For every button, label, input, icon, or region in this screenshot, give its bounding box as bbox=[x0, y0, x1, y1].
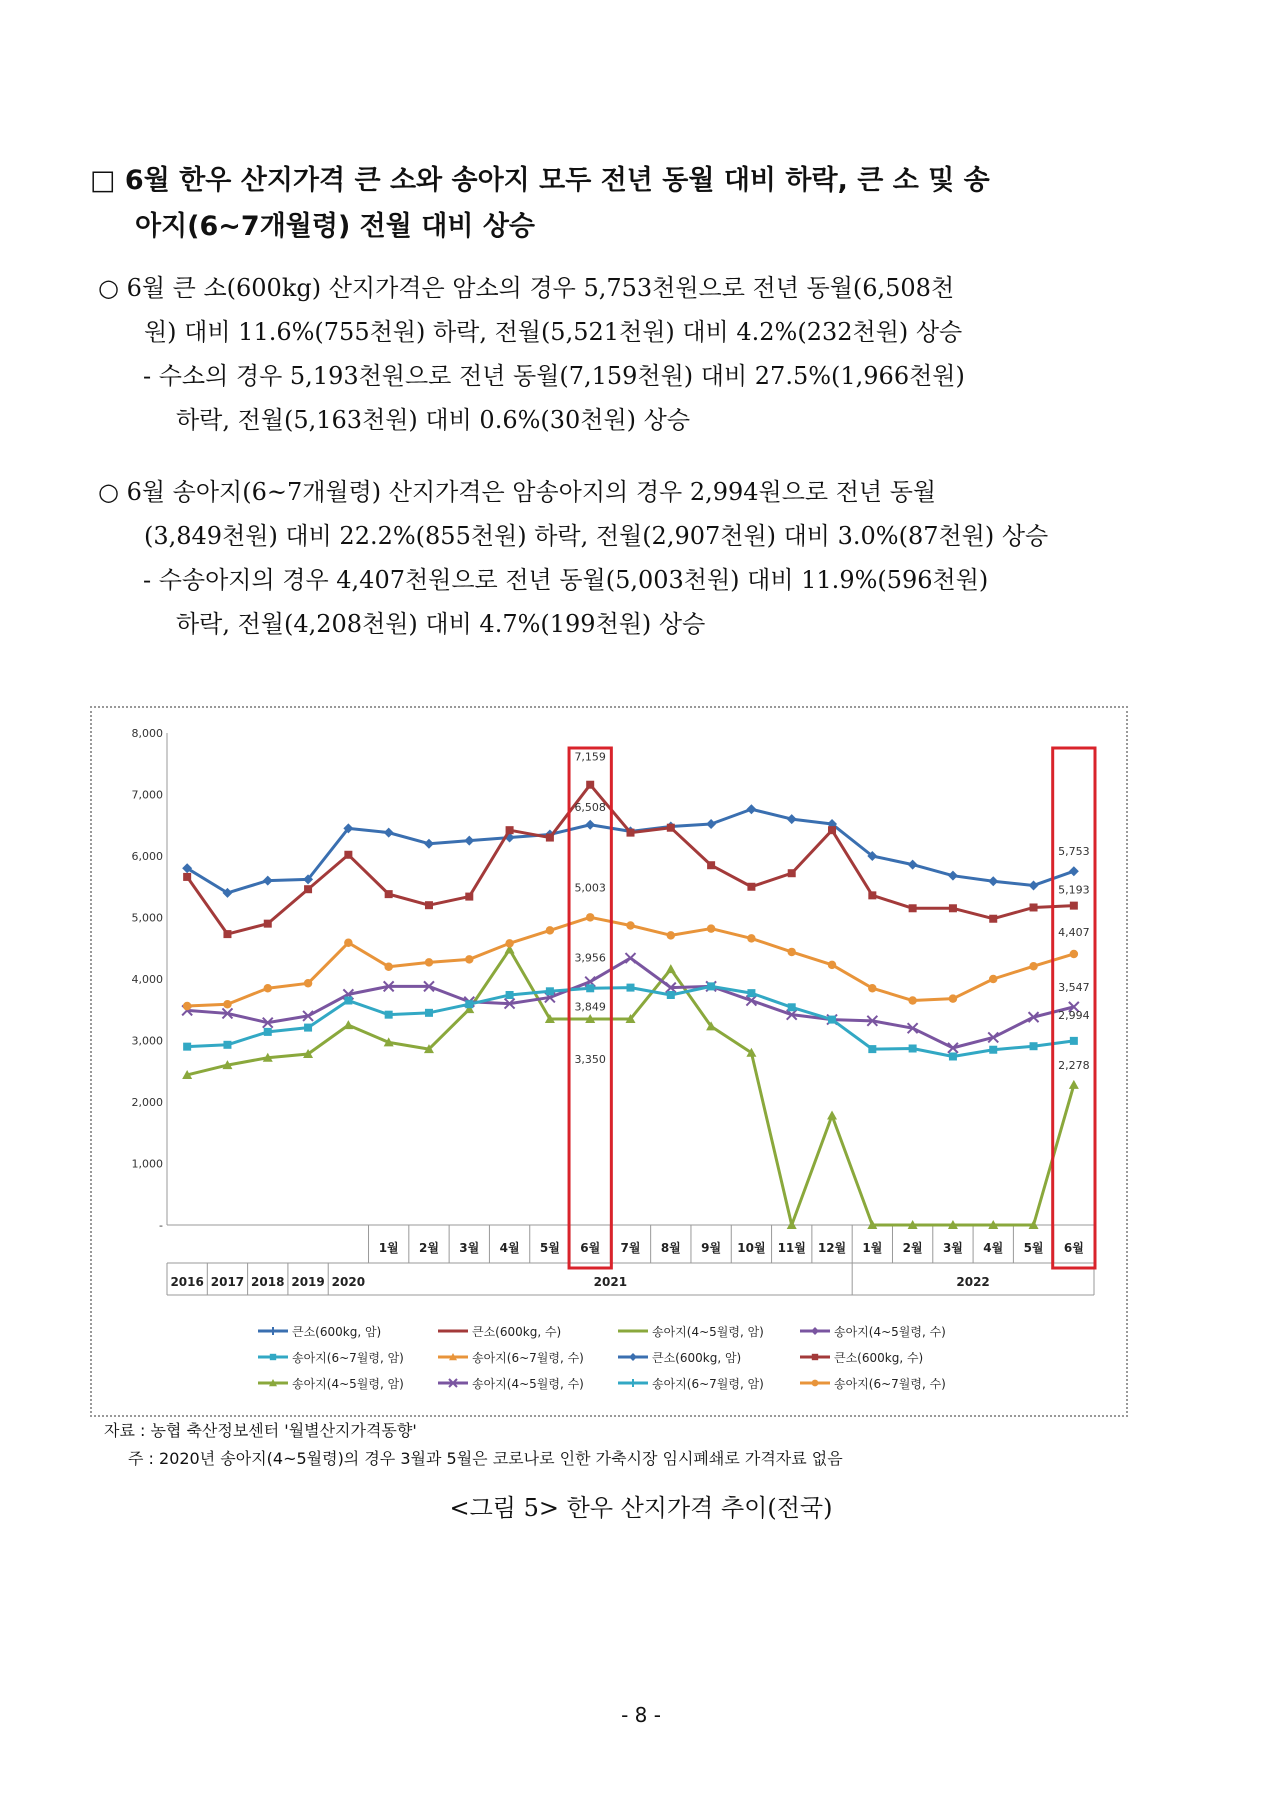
data-point bbox=[304, 1024, 312, 1032]
data-point bbox=[385, 890, 393, 898]
data-point bbox=[344, 997, 352, 1005]
legend-marker bbox=[812, 1380, 819, 1387]
data-point bbox=[183, 873, 191, 881]
x-tick-label: 2020 bbox=[331, 1275, 366, 1289]
data-point bbox=[989, 975, 998, 984]
data-point bbox=[385, 1011, 393, 1019]
y-tick-label: 1,000 bbox=[131, 1157, 163, 1171]
legend-label: 큰소(600kg, 수) bbox=[834, 1351, 924, 1365]
data-point bbox=[1030, 903, 1038, 911]
data-point bbox=[1029, 962, 1038, 971]
x-tick-label: 12월 bbox=[817, 1241, 847, 1255]
legend-label: 송아지(6~7월령, 암) bbox=[292, 1351, 404, 1365]
source-note: 자료 : 농협 축산정보센터 '월별산지가격동향' bbox=[104, 1421, 417, 1440]
data-point bbox=[1069, 1080, 1079, 1089]
data-point bbox=[546, 834, 554, 842]
data-point bbox=[464, 836, 474, 846]
data-point bbox=[827, 1111, 837, 1120]
data-point bbox=[788, 869, 796, 877]
x-tick-label: 10월 bbox=[737, 1241, 766, 1255]
legend-marker bbox=[270, 1354, 276, 1360]
data-label: 5,193 bbox=[1058, 883, 1090, 897]
legend-label: 송아지(4~5월령, 암) bbox=[292, 1377, 404, 1391]
para1-line-1: ○ 6월 큰 소(600kg) 산지가격은 암소의 경우 5,753천원으로 전년 동월(6,508천 bbox=[98, 274, 955, 302]
data-point bbox=[666, 964, 676, 973]
data-point bbox=[667, 991, 675, 999]
x-tick-label: 2018 bbox=[251, 1275, 285, 1289]
data-label: 3,547 bbox=[1058, 980, 1090, 994]
legend-marker bbox=[812, 1354, 818, 1360]
data-point bbox=[183, 1043, 191, 1051]
x-group-label: 2021 bbox=[593, 1275, 628, 1289]
footnote: 주 : 2020년 송아지(4~5월령)의 경우 3월과 5월은 코로나로 인한 가축시장 임시폐쇄로 가격자료 없음 bbox=[128, 1449, 843, 1468]
para1-sub-2: 하락, 전월(5,163천원) 대비 0.6%(30천원) 상승 bbox=[176, 406, 691, 434]
x-tick-label: 6월 bbox=[580, 1241, 601, 1255]
data-point bbox=[788, 1003, 796, 1011]
data-point bbox=[707, 982, 715, 990]
y-tick-label: 5,000 bbox=[131, 911, 163, 925]
data-point bbox=[424, 839, 434, 849]
para2-sub-2: 하락, 전월(4,208천원) 대비 4.7%(199천원) 상승 bbox=[176, 610, 706, 638]
data-point bbox=[384, 962, 393, 971]
legend-label: 큰소(600kg, 암) bbox=[652, 1351, 742, 1365]
data-label: 2,278 bbox=[1058, 1058, 1090, 1072]
data-point bbox=[868, 984, 877, 993]
data-point bbox=[506, 826, 514, 834]
y-tick-label: 4,000 bbox=[131, 973, 163, 986]
data-point bbox=[909, 904, 917, 912]
data-point bbox=[627, 829, 635, 837]
data-point bbox=[384, 828, 394, 838]
legend-marker bbox=[811, 1327, 819, 1335]
y-tick-label: 6,000 bbox=[131, 850, 163, 863]
legend-label: 큰소(600kg, 수) bbox=[472, 1325, 562, 1339]
y-tick-label: - bbox=[159, 1219, 163, 1232]
data-label: 7,159 bbox=[574, 750, 606, 764]
data-point bbox=[868, 1045, 876, 1053]
data-point bbox=[1069, 866, 1079, 876]
data-point bbox=[586, 781, 594, 789]
data-point bbox=[1070, 950, 1079, 959]
x-tick-label: 5월 bbox=[539, 1241, 560, 1255]
data-label: 6,508 bbox=[574, 800, 606, 814]
data-point bbox=[465, 1000, 473, 1008]
data-point bbox=[264, 984, 273, 993]
data-point bbox=[949, 994, 958, 1003]
data-point bbox=[586, 913, 595, 922]
data-point bbox=[546, 926, 555, 935]
data-point bbox=[425, 1009, 433, 1017]
data-point bbox=[908, 860, 918, 870]
heading-line-2: 아지(6~7개월령) 전월 대비 상승 bbox=[135, 211, 535, 242]
page-number: - 8 - bbox=[621, 1703, 661, 1727]
data-point bbox=[465, 893, 473, 901]
para1-line-2: 원) 대비 11.6%(755천원) 하락, 전월(5,521천원) 대비 4.2%(232천원) 상승 bbox=[144, 318, 963, 346]
data-point bbox=[183, 1002, 192, 1011]
data-point bbox=[747, 934, 756, 943]
data-label: 2,994 bbox=[1058, 1008, 1090, 1022]
data-point bbox=[988, 876, 998, 886]
data-point bbox=[344, 851, 352, 859]
data-point bbox=[343, 1020, 353, 1029]
data-label: 3,849 bbox=[574, 1000, 606, 1014]
data-point bbox=[626, 921, 635, 930]
data-point bbox=[425, 901, 433, 909]
data-point bbox=[828, 1016, 836, 1024]
y-tick-label: 3,000 bbox=[131, 1034, 163, 1048]
data-point bbox=[909, 1044, 917, 1052]
legend-label: 송아지(6~7월령, 수) bbox=[834, 1377, 946, 1391]
data-point bbox=[344, 938, 353, 947]
data-point bbox=[585, 820, 595, 830]
legend-marker bbox=[629, 1353, 637, 1361]
data-point bbox=[707, 861, 715, 869]
x-tick-label: 2월 bbox=[419, 1241, 439, 1255]
x-tick-label: 3월 bbox=[459, 1241, 480, 1255]
legend-label: 송아지(4~5월령, 수) bbox=[472, 1377, 584, 1391]
legend-marker bbox=[629, 1379, 637, 1387]
data-point bbox=[223, 930, 231, 938]
data-point bbox=[1029, 880, 1039, 890]
series-line bbox=[187, 917, 1074, 1006]
data-point bbox=[506, 991, 514, 999]
para1-sub-1: - 수소의 경우 5,193천원으로 전년 동월(7,159천원) 대비 27.5%(1,966천원) bbox=[143, 362, 965, 390]
x-tick-label: 1월 bbox=[862, 1241, 883, 1255]
data-point bbox=[949, 1052, 957, 1060]
legend-label: 송아지(4~5월령, 암) bbox=[652, 1325, 764, 1339]
data-point bbox=[264, 920, 272, 928]
x-group-label: 2022 bbox=[956, 1275, 990, 1289]
para2-sub-1: - 수송아지의 경우 4,407천원으로 전년 동월(5,003천원) 대비 11.9%(596천원) bbox=[143, 566, 989, 594]
legend-label: 송아지(6~7월령, 암) bbox=[652, 1377, 764, 1391]
data-point bbox=[627, 984, 635, 992]
data-label: 3,350 bbox=[574, 1052, 606, 1066]
para2-line-1: ○ 6월 송아지(6~7개월령) 산지가격은 암송아지의 경우 2,994원으로 전년 동월 bbox=[98, 478, 937, 506]
x-tick-label: 9월 bbox=[701, 1241, 722, 1255]
series-line bbox=[187, 785, 1074, 934]
data-point bbox=[787, 948, 796, 957]
data-point bbox=[948, 871, 958, 881]
legend-label: 송아지(6~7월령, 수) bbox=[472, 1351, 584, 1365]
data-point bbox=[989, 915, 997, 923]
data-point bbox=[707, 924, 716, 933]
data-point bbox=[828, 826, 836, 834]
data-point bbox=[747, 883, 755, 891]
data-point bbox=[223, 1041, 231, 1049]
data-point bbox=[304, 979, 313, 988]
x-tick-label: 8월 bbox=[660, 1241, 681, 1255]
data-point bbox=[908, 996, 917, 1005]
data-point bbox=[828, 961, 837, 970]
x-tick-label: 2019 bbox=[291, 1275, 325, 1289]
data-point bbox=[989, 1046, 997, 1054]
x-tick-label: 2016 bbox=[170, 1275, 204, 1289]
data-point bbox=[465, 955, 474, 964]
x-tick-label: 11월 bbox=[777, 1241, 806, 1255]
y-tick-label: 2,000 bbox=[131, 1096, 163, 1109]
x-tick-label: 2017 bbox=[210, 1275, 245, 1289]
x-tick-label: 4월 bbox=[983, 1241, 1004, 1255]
data-label: 4,407 bbox=[1058, 925, 1090, 939]
data-point bbox=[586, 984, 594, 992]
legend-marker bbox=[269, 1327, 277, 1335]
data-point bbox=[667, 931, 676, 940]
x-tick-label: 2월 bbox=[902, 1241, 923, 1255]
data-point bbox=[746, 804, 756, 814]
data-point bbox=[787, 814, 797, 824]
x-tick-label: 5월 bbox=[1023, 1241, 1044, 1255]
data-point bbox=[223, 1000, 232, 1009]
data-point bbox=[1070, 1037, 1078, 1045]
data-point bbox=[949, 904, 957, 912]
data-label: 5,003 bbox=[574, 881, 606, 895]
data-point bbox=[263, 876, 273, 886]
data-point bbox=[626, 953, 636, 963]
data-point bbox=[706, 819, 716, 829]
x-tick-label: 4월 bbox=[499, 1241, 520, 1255]
para2-line-2: (3,849천원) 대비 22.2%(855천원) 하락, 전월(2,907천원) 대비 3.0%(87천원) 상승 bbox=[144, 522, 1049, 550]
x-tick-label: 6월 bbox=[1063, 1241, 1084, 1255]
data-point bbox=[425, 958, 434, 967]
data-point bbox=[546, 987, 554, 995]
data-label: 5,753 bbox=[1058, 845, 1090, 859]
x-tick-label: 7월 bbox=[620, 1241, 641, 1255]
data-point bbox=[264, 1028, 272, 1036]
legend-label: 송아지(4~5월령, 수) bbox=[834, 1325, 946, 1339]
y-tick-label: 8,000 bbox=[131, 727, 163, 740]
heading-line-1: □ 6월 한우 산지가격 큰 소와 송아지 모두 전년 동월 대비 하락, 큰 소 및 송 bbox=[90, 165, 990, 196]
data-point bbox=[747, 989, 755, 997]
data-point bbox=[505, 939, 513, 948]
data-point bbox=[304, 885, 312, 893]
data-point bbox=[1070, 902, 1078, 910]
legend-label: 큰소(600kg, 암) bbox=[292, 1325, 382, 1339]
figure-caption: <그림 5> 한우 산지가격 추이(전국) bbox=[449, 1494, 833, 1522]
y-tick-label: 7,000 bbox=[131, 788, 163, 802]
data-label: 3,956 bbox=[574, 951, 606, 965]
data-point bbox=[667, 824, 675, 832]
x-tick-label: 1월 bbox=[378, 1241, 399, 1255]
data-point bbox=[868, 891, 876, 899]
data-point bbox=[1030, 1042, 1038, 1050]
x-tick-label: 3월 bbox=[942, 1241, 963, 1255]
